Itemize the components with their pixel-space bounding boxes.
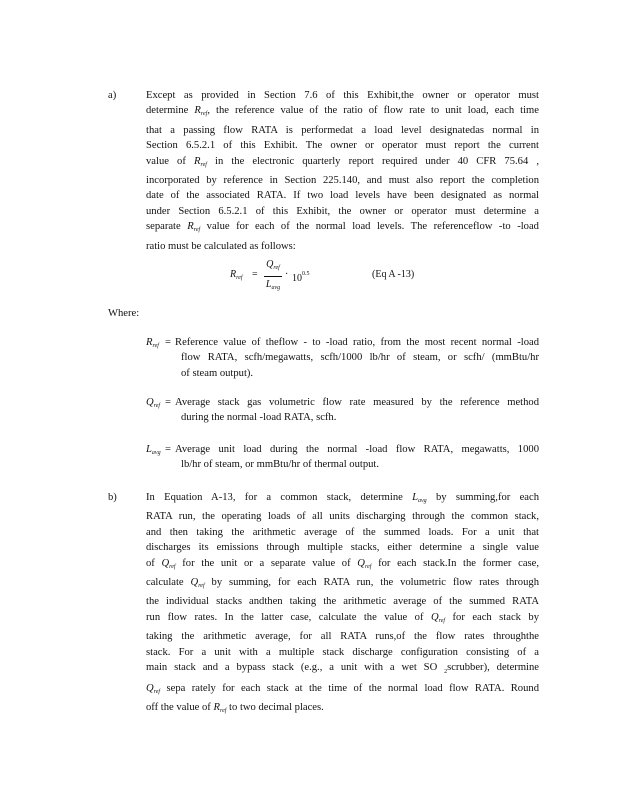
text-line: value of $R_{ref}$ in the electronic quarterly report required under 40 CFR 75.64 ,: [146, 155, 539, 168]
text-line: $Q_{ref}$ sepa rately for each stack at the time of the normal load flow RATA. Round: [146, 682, 539, 695]
equation-lhs: $R_{ref}$: [230, 269, 243, 281]
text-line: off the value of $R_{ref}$ to two decimal places.: [146, 701, 324, 714]
text-line: the individual stacks andthen taking the arithmetic average of the summed RATA: [146, 596, 539, 608]
r-ref-symbol: $R_{ref}$: [194, 105, 208, 118]
item-a-label: a): [108, 90, 117, 101]
q-ref-symbol: $Q_{ref}$: [146, 682, 161, 695]
text-line: taking the arithmetic average, for all RATA runs,of the flow rates throughthe: [146, 631, 539, 643]
equation-equals: =: [252, 269, 258, 280]
item-a-paragraph: [146, 88, 539, 254]
r-ref-symbol: $R_{ref}$: [213, 701, 227, 714]
text-line: RATA run, the operating loads of all units discharging through the common stack,: [146, 511, 539, 523]
definition-text: [175, 335, 539, 381]
where-label: Where:: [108, 308, 140, 319]
definition-symbol: $L_{avg}$: [146, 444, 161, 456]
text-line: of steam output).: [181, 367, 254, 379]
text-line: Section 6.5.2.1 of this Exhibit. The owner or operator must report the current: [146, 140, 539, 152]
text-line: that a passing flow RATA is performedat a load level designatedas normal in: [146, 124, 539, 136]
text-line: and then taking the arithmetic average of the summed loads. For a unit that: [146, 526, 539, 538]
item-b-paragraph: [146, 490, 539, 719]
text-line: flow RATA, scfh/megawatts, scfh/1000 lb/hr of steam, or scfh/ (mmBtu/hr: [181, 352, 539, 364]
text-line: Except as provided in Section 7.6 of this Exhibit,the owner or operator must: [146, 90, 539, 101]
text-line: lb/hr of steam, or mmBtu/hr of thermal output.: [181, 459, 380, 471]
text-line: Average unit load during the normal -load flow RATA, megawatts, 1000: [175, 444, 539, 455]
r-ref-symbol: $R_{ref}$: [193, 155, 207, 168]
definition-equals: =: [165, 397, 171, 408]
q-ref-symbol: $Q_{ref}$: [430, 611, 446, 624]
text-line: ratio must be calculated as follows:: [146, 240, 296, 252]
text-line: incorporated by reference in Section 225.140, and must also report the completion: [146, 175, 539, 187]
equation-power: $10^{0.5}$: [292, 271, 310, 284]
text-line: In Equation A-13, for a common stack, determine $L_{avg}$ by summing,for each: [146, 492, 539, 504]
equation-denominator: $L_{avg}$: [265, 279, 281, 291]
definition-symbol: $R_{ref}$: [146, 337, 159, 349]
equation-numerator: $Q_{ref}$: [266, 259, 280, 271]
text-line: calculate $Q_{ref}$ by summing, for each RATA run, the volumetric flow rates through: [146, 577, 539, 590]
text-line: main stack and a bypass stack (e.g., a unit with a wet SO $_2$scrubber), determine: [146, 662, 539, 676]
equation-number: (Eq A -13): [372, 269, 415, 280]
r-ref-symbol: $R_{ref}$: [187, 221, 201, 234]
l-avg-symbol: $L_{avg}$: [412, 492, 427, 504]
text-line: run flow rates. In the latter case, calculate the value of $Q_{ref}$ for each stack by: [146, 611, 539, 624]
definition-equals: =: [165, 337, 171, 348]
text-line: separate $R_{ref}$ value for each of the normal load levels. The referenceflow -to -load: [146, 221, 539, 234]
fraction-bar: [264, 276, 282, 277]
equation-a13: [230, 258, 480, 292]
text-line: discharges its emissions through multiple stacks, either determine a single value: [146, 542, 539, 554]
item-b-label: b): [108, 492, 117, 503]
definition-text: [175, 442, 539, 473]
text-line: date of the associated RATA. If two load levels have been designated as normal: [146, 190, 539, 202]
definition-equals: =: [165, 444, 171, 455]
definition-symbol: $Q_{ref}$: [146, 397, 161, 409]
text-line: Reference value of theflow - to -load ratio, from the most recent normal -load: [175, 337, 539, 348]
text-line: determine $R_{ref}$, the reference value of the ratio of flow rate to unit load, each time: [146, 105, 539, 118]
text-line: under Section 6.5.2.1 of this Exhibit, the owner or operator must determine a: [146, 205, 539, 217]
text-line: during the normal -load RATA, scfh.: [181, 412, 337, 424]
q-ref-symbol: $Q_{ref}$: [357, 557, 372, 570]
text-line: stack. For a unit with a multiple stack discharge configuration consisting of a: [146, 646, 539, 658]
text-line: Average stack gas volumetric flow rate measured by the reference method: [175, 397, 539, 408]
q-ref-symbol: $Q_{ref}$: [161, 557, 176, 570]
equation-fraction: [264, 258, 282, 295]
q-ref-symbol: $Q_{ref}$: [190, 577, 205, 590]
text-line: of $Q_{ref}$ for the unit or a separate value of $Q_{ref}$ for each stack.In the former case,: [146, 557, 539, 570]
equation-times: ·: [285, 269, 289, 280]
definition-text: [175, 395, 539, 426]
